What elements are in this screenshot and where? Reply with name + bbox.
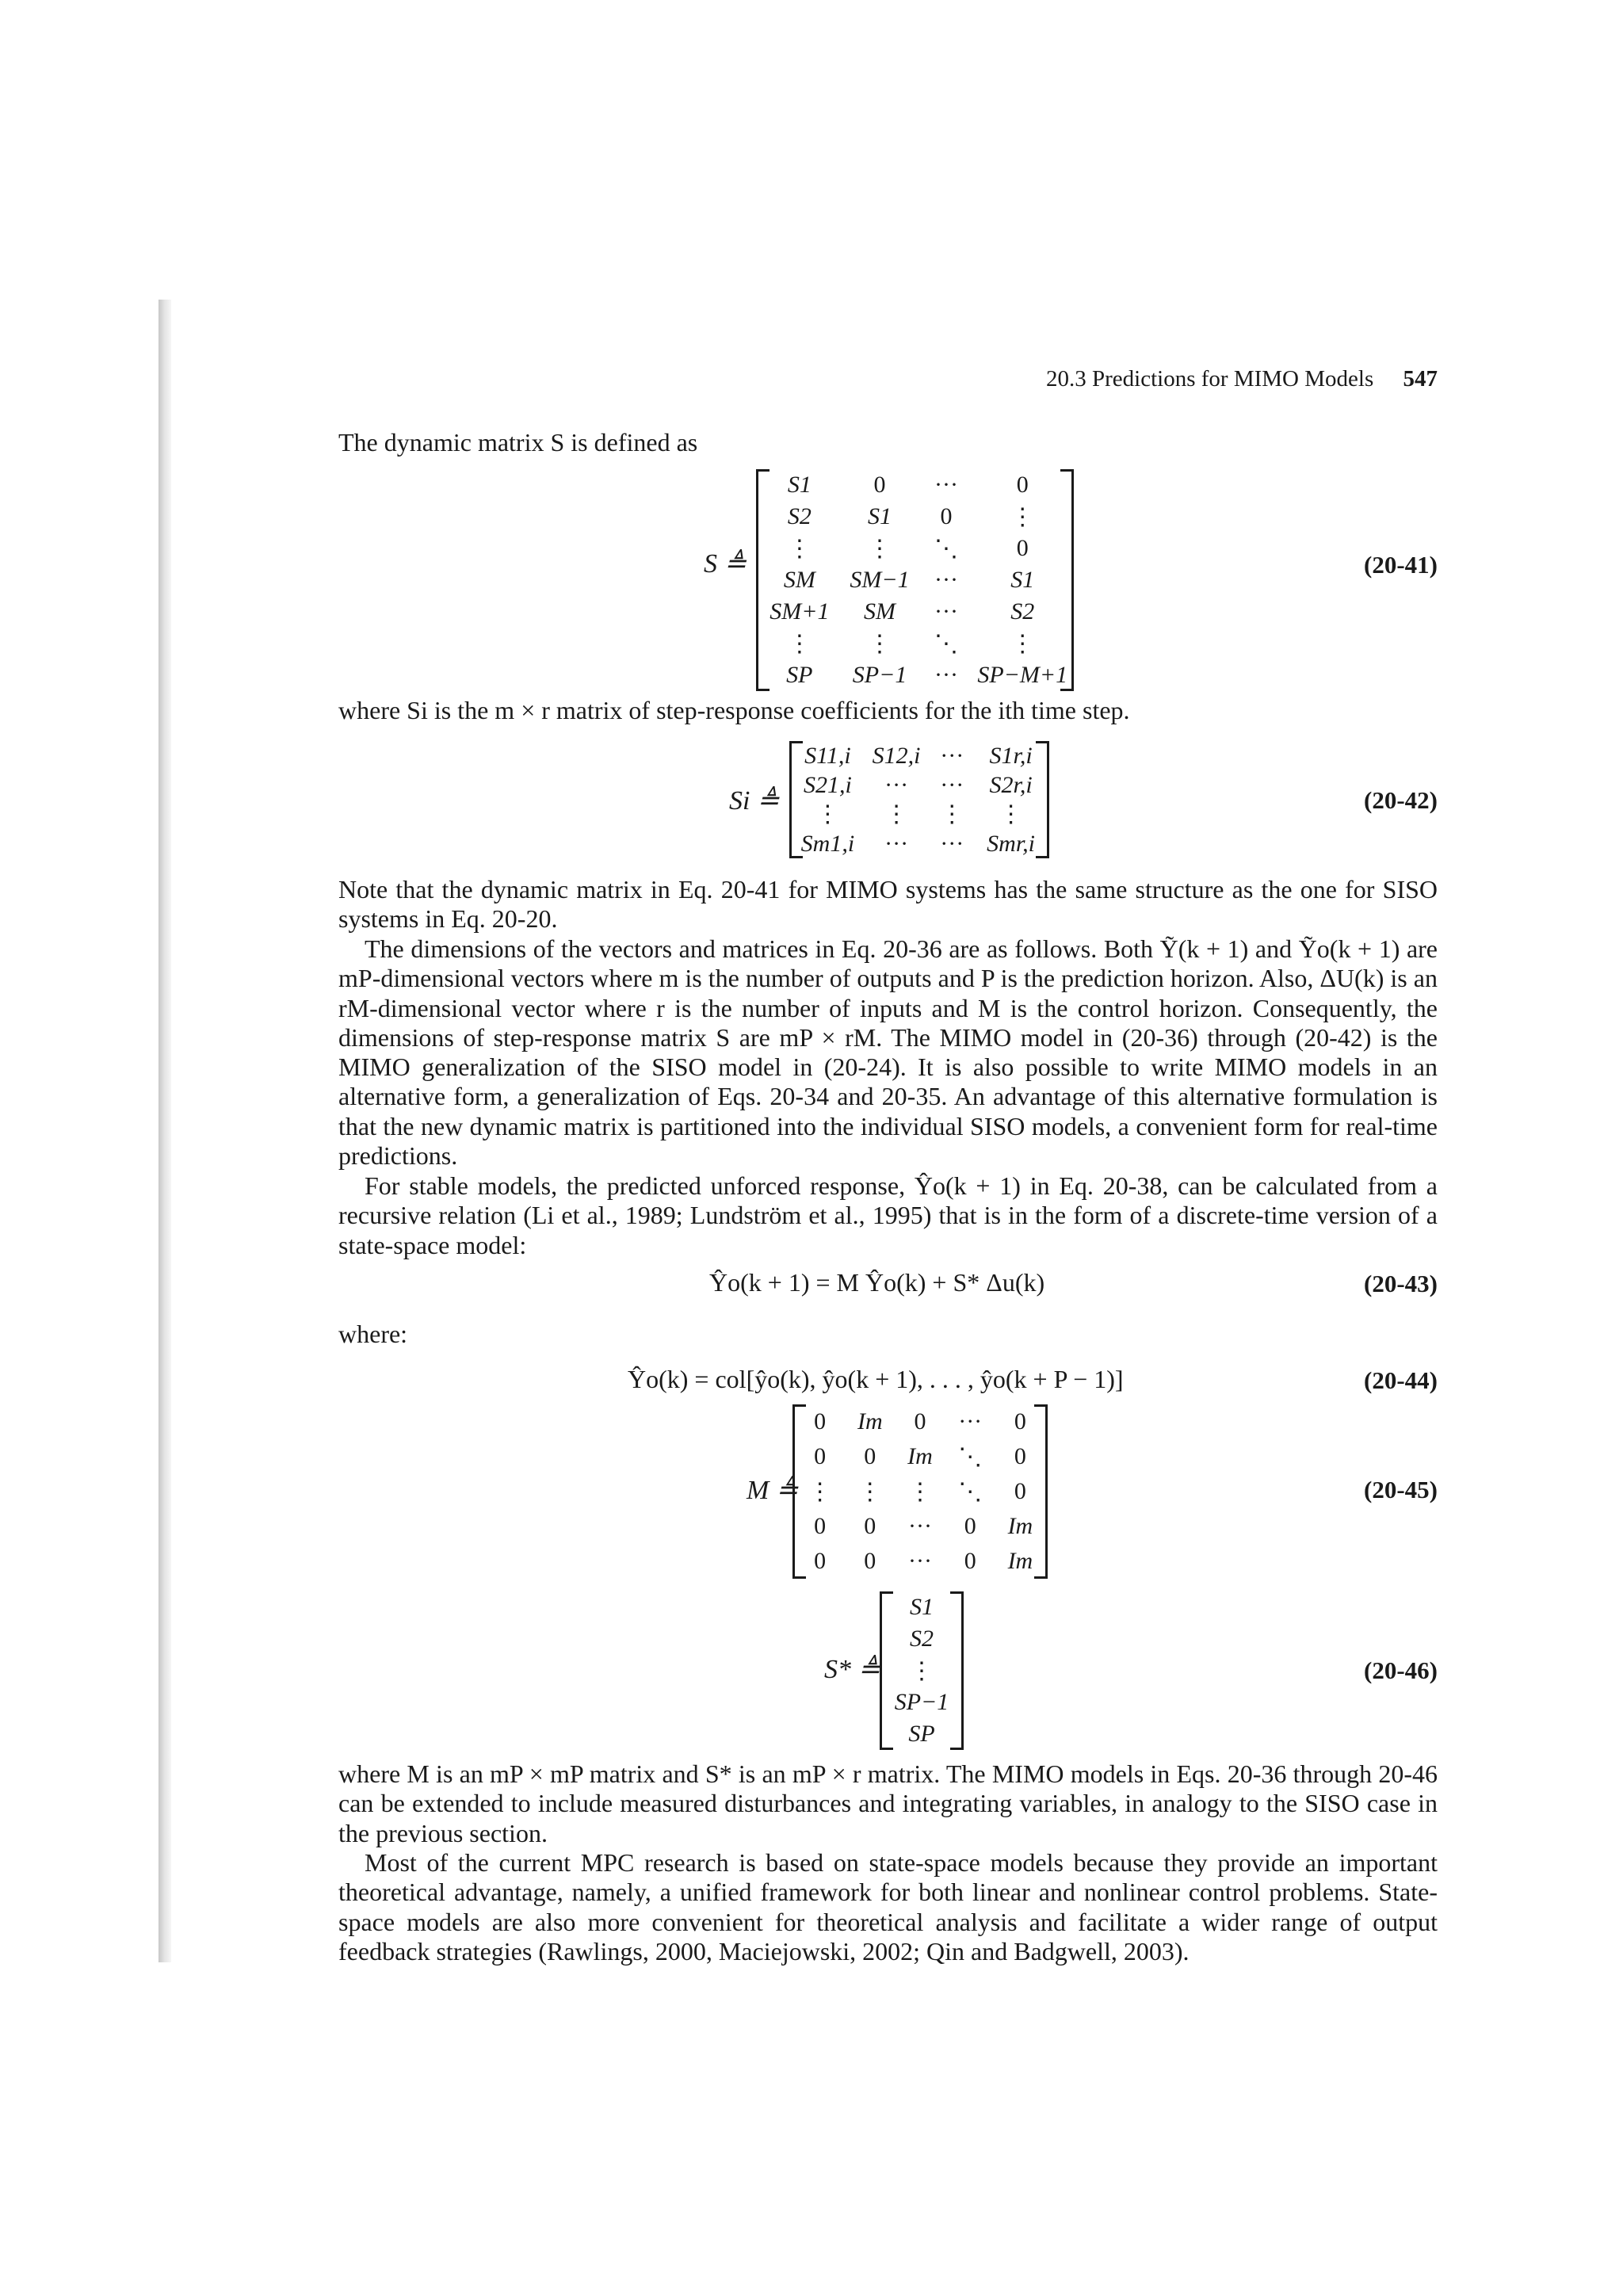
eq42-cell: ··· (884, 830, 909, 857)
eq45-cell: Im (1007, 1513, 1033, 1539)
eq41-cell: ··· (934, 567, 958, 593)
eq45-cell: 0 (964, 1513, 976, 1539)
eq41-cell: S1 (1010, 567, 1035, 593)
running-header (1046, 366, 1438, 392)
eq45-cell: Im (857, 1408, 883, 1435)
eq42-cell: Smr,i (987, 830, 1036, 857)
eq45-cell: Im (907, 1443, 933, 1469)
eq41-number: (20-41) (1364, 551, 1438, 579)
eq45-cell: 0 (914, 1408, 926, 1435)
eq42-cell: S21,i (803, 771, 852, 798)
paragraph-dimensions: The dimensions of the vectors and matrices in Eq. 20-36 are as follows. Both Ỹ(k + 1) and Ỹo(k + 1) are mP-dimensional vectors where m is the number of outputs and P is the prediction horizon. Also, ΔU(k) is an rM-dimensional vector where r is the number of inputs and M is the control horizon. Consequently, the dimensions of step-response matrix S are mP × rM. The MIMO model in (20-36) through (20-42) is the MIMO generalization of the SISO model in (20-24). It is also possible to write MIMO models in an alternative form, a generalization of Eqs. 20-34 and 20-35. An advantage of this alternative formulation is that the new dynamic matrix is partitioned into the individual SISO models, a convenient form for real-time predictions. (338, 934, 1438, 1171)
eq41-cell: ··· (934, 598, 958, 625)
eq41-cell: SM−1 (850, 567, 910, 593)
paragraph-matrix-dimensions: where M is an mP × mP matrix and S* is an mP × r matrix. The MIMO models in Eqs. 20-36 through 20-46 can be extended to include measured disturbances and integrating variables, in analogy to the SISO case in the previous section. (338, 1759, 1438, 1847)
eq45-cell: 0 (814, 1548, 827, 1574)
eq41-cell: SP−M+1 (977, 662, 1068, 688)
eq45-cell: 0 (864, 1513, 876, 1539)
intro-text: The dynamic matrix S is defined as (338, 428, 698, 457)
eq42-cell: S11,i (804, 742, 851, 769)
eq45-number: (20-45) (1364, 1476, 1438, 1503)
eq41-cell: ⋮ (787, 630, 812, 657)
where-si-text: where Si is the m × r matrix of step-response coefficients for the ith time step. (338, 696, 1130, 724)
eq43-expression: Ŷo(k + 1) = M Ŷo(k) + S* Δu(k) (709, 1268, 1045, 1297)
eq45-cell: 0 (1014, 1408, 1026, 1435)
eq45-cell: 0 (864, 1548, 876, 1574)
where-label: where: (338, 1320, 408, 1348)
eq45-cell: ⋱ (958, 1443, 983, 1470)
eq45-lhs: M ≜ (747, 1476, 799, 1505)
eq45-cell: ⋮ (857, 1478, 882, 1505)
eq41-lhs: S ≜ (704, 549, 747, 579)
eq41-cell: 0 (1016, 535, 1029, 561)
eq41-cell: ⋮ (1010, 503, 1035, 530)
eq41-cell: SM+1 (769, 598, 830, 625)
eq42-cell: ⋮ (815, 801, 840, 827)
page-number: 547 (1403, 366, 1438, 392)
eq41-cell: S1 (787, 472, 812, 498)
paragraph-stable-models: For stable models, the predicted unforced response, Ŷo(k + 1) in Eq. 20-38, can be calculated from a recursive relation (Li et al., 1989; Lundström et al., 1995) that is in the form of a discrete-time version of a state-space model: (338, 1171, 1438, 1259)
eq45-cell: ··· (958, 1408, 983, 1435)
eq41-cell: ··· (934, 662, 958, 688)
eq41-cell: ⋮ (1010, 630, 1035, 657)
eq42-cell: S2r,i (989, 771, 1033, 798)
eq41-matrix (756, 469, 1074, 691)
eq41-cell: ⋮ (787, 535, 812, 562)
eq42-cell: ··· (940, 771, 964, 798)
eq41-cell: SP−1 (852, 662, 907, 688)
paragraph-state-space: Most of the current MPC research is based on state-space models because they provide an important theoretical advantage, namely, a unified framework for both linear and nonlinear control problems. State-space models are also more convenient for theoretical analysis and facilitate a wider range of output feedback strategies (Rawlings, 2000, Maciejowski, 2002; Qin and Badgwell, 2003). (338, 1848, 1438, 1966)
eq42-cell: ··· (884, 771, 909, 798)
eq41-cell: 0 (1016, 472, 1029, 498)
eq46-matrix (880, 1591, 964, 1750)
eq42-cell: Sm1,i (800, 830, 855, 857)
eq41-cell: 0 (873, 472, 886, 498)
eq41-cell: SP (786, 662, 813, 688)
eq46-number: (20-46) (1364, 1656, 1438, 1684)
eq45-cell: ⋮ (808, 1478, 832, 1505)
paragraph-note: Note that the dynamic matrix in Eq. 20-41 for MIMO systems has the same structure as the one for SISO systems in Eq. 20-20. (338, 875, 1438, 934)
eq45-cell: 0 (1014, 1443, 1026, 1469)
eq45-cell: 0 (864, 1443, 876, 1469)
eq42-cell: ⋮ (884, 801, 909, 827)
eq42-lhs: Si ≜ (729, 786, 780, 816)
eq42-cell: ··· (940, 742, 964, 769)
eq42-matrix (789, 741, 1049, 858)
eq41-cell: S2 (787, 503, 812, 529)
eq41-cell: ⋱ (934, 535, 958, 562)
eq41-cell: S1 (868, 503, 892, 529)
eq46-cell: S1 (910, 1594, 934, 1620)
eq42-cell: ··· (940, 830, 964, 857)
eq45-cell: ⋮ (907, 1478, 932, 1505)
eq43-number: (20-43) (1364, 1270, 1438, 1297)
eq45-cell: 0 (1014, 1478, 1026, 1504)
eq42-number: (20-42) (1364, 786, 1438, 814)
eq45-cell: Im (1007, 1548, 1033, 1574)
eq46-cell: ⋮ (910, 1657, 934, 1684)
eq41-cell: ··· (934, 472, 958, 498)
eq45-cell: ··· (908, 1548, 932, 1574)
eq46-cell: SP−1 (894, 1689, 949, 1715)
eq45-matrix (792, 1404, 1048, 1579)
eq46-cell: S2 (910, 1626, 934, 1652)
eq42-cell: ⋮ (999, 801, 1023, 827)
scan-shadow-edge (158, 300, 171, 1962)
eq44-expression: Ŷo(k) = col[ŷo(k), ŷo(k + 1), . . . , ŷo(k + P − 1)] (628, 1365, 1124, 1393)
eq42-cell: ⋮ (940, 801, 964, 827)
eq45-cell: 0 (964, 1548, 976, 1574)
eq41-cell: S2 (1010, 598, 1035, 625)
eq46-lhs: S* ≜ (824, 1655, 880, 1684)
section-title: 20.3 Predictions for MIMO Models (1046, 366, 1374, 392)
eq45-cell: 0 (814, 1513, 827, 1539)
eq45-cell: 0 (814, 1408, 827, 1435)
eq41-cell: SM (783, 567, 815, 593)
eq41-cell: ⋱ (934, 630, 958, 657)
eq41-cell: SM (864, 598, 896, 625)
eq45-cell: 0 (814, 1443, 827, 1469)
eq41-cell: ⋮ (868, 535, 892, 562)
eq45-cell: ··· (908, 1513, 932, 1539)
eq45-cell: ⋱ (958, 1478, 983, 1505)
eq42-cell: S1r,i (989, 742, 1033, 769)
eq41-cell: ⋮ (868, 630, 892, 657)
eq44-number: (20-44) (1364, 1366, 1438, 1394)
eq46-cell: SP (908, 1721, 935, 1747)
eq41-cell: 0 (940, 503, 953, 529)
eq42-cell: S12,i (872, 742, 921, 769)
